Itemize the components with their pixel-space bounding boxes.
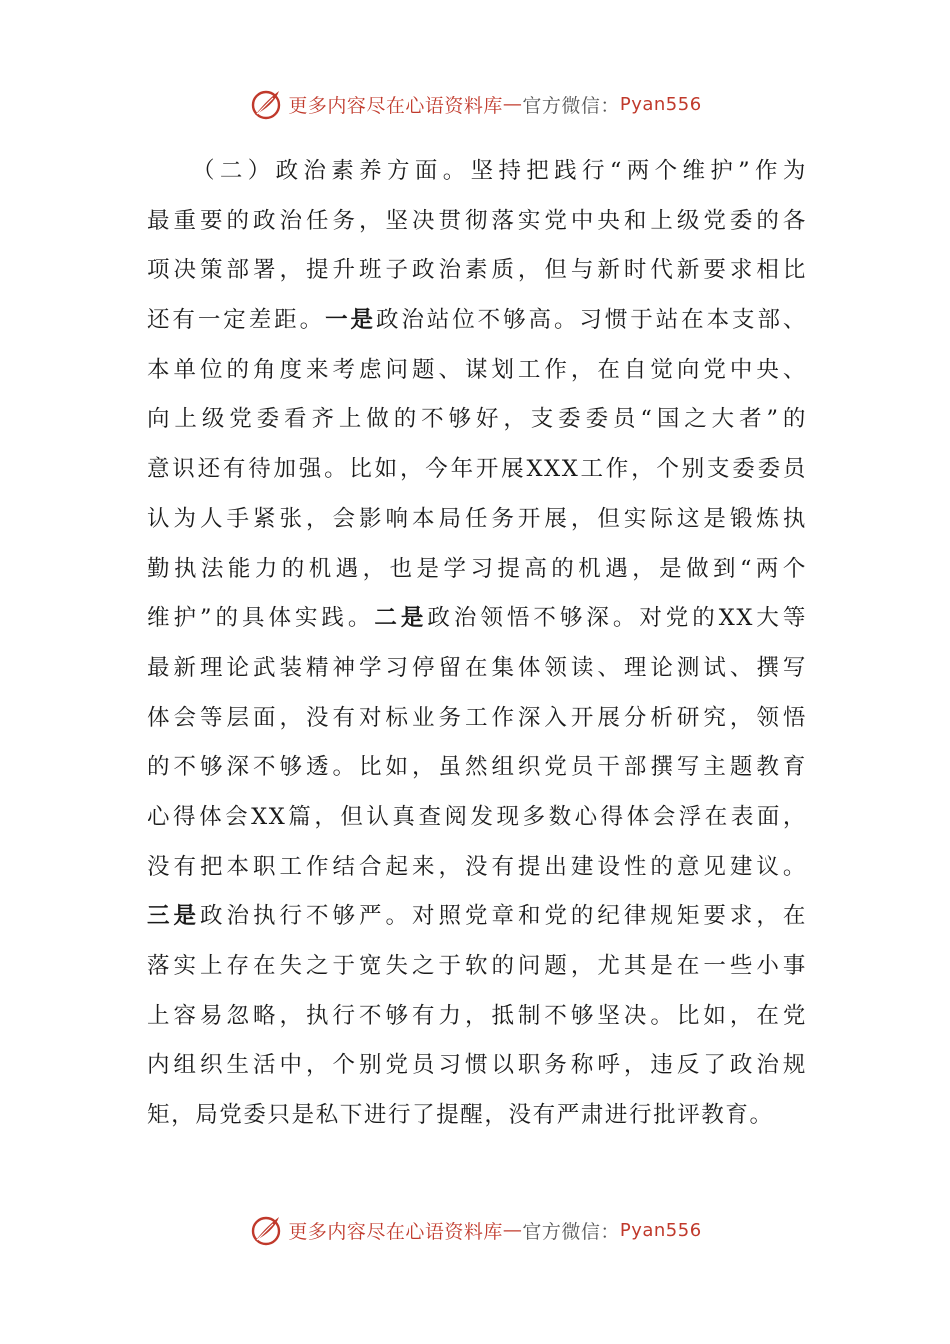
text-line [147,694,807,744]
text-run: 落实上存在失之于宽失之于软的问题，尤其是在一些小事 [147,953,807,979]
text-line [147,1091,807,1141]
document-body [147,147,807,1141]
text-line [147,445,807,495]
banner-brand-text: 更多内容尽在心语资料库 [288,94,503,117]
text-run: 意识还有待加强。比如，今年开展XXX工作，个别支委委员 [147,456,807,483]
text-run: 认为人手紧张，会影响本局任务开展，但实际这是锻炼执 [147,505,807,532]
text-run: 勤执法能力的机遇，也是学习提高的机遇，是做到“两个 [147,555,807,582]
quill-logo-icon [248,1212,284,1248]
text-line [147,1041,807,1091]
text-run: 最新理论武装精神学习停留在集体领读、理论测试、撰写 [147,654,807,681]
text-line [147,793,807,843]
text-run: 心得体会XX篇，但认真查阅发现多数心得体会浮在表面， [147,803,807,830]
text-line [147,197,807,247]
text-line [147,395,807,445]
text-run: 向上级党委看齐上做的不够好，支委委员“国之大者”的 [147,406,807,433]
text-run: 上容易忽略，执行不够有力，抵制不够坚决。比如，在党 [147,1002,807,1029]
text-line [147,843,807,893]
text-line [147,594,807,644]
text-line [147,992,807,1042]
banner-dash: — [502,93,523,115]
text-run: 维护”的具体实践。 [147,605,375,632]
banner-wechat-id: Pyan556 [619,1219,702,1241]
text-run: 最重要的政治任务，坚决贯彻落实党中央和上级党委的各 [147,207,807,234]
banner-official-label: 官方微信： [522,1220,620,1243]
banner-official-label: 官方微信： [522,94,620,117]
text-line [147,346,807,396]
footer-watermark-banner [0,1210,950,1250]
text-run: 矩，局党委只是私下进行了提醒，没有严肃进行批评教育。 [147,1102,774,1129]
banner-brand-text: 更多内容尽在心语资料库 [288,1220,503,1243]
text-line [147,892,807,942]
text-run: 内组织生活中，个别党员习惯以职务称呼，违反了政治规 [147,1052,807,1079]
bold-keyword: 一是 [325,307,376,334]
quill-logo-icon [248,86,284,122]
text-run: 项决策部署，提升班子政治素质，但与新时代新要求相比 [147,257,807,284]
bold-keyword: 二是 [374,605,428,632]
text-run: 政治站位不够高。习惯于站在本支部、 [375,307,808,334]
text-line [147,495,807,545]
text-run: 还有一定差距。 [147,307,326,334]
banner-wechat-id: Pyan556 [619,93,702,115]
text-line [147,147,807,197]
banner-dash: — [502,1219,523,1241]
text-line [147,644,807,694]
text-run: 政治领悟不够深。对党的XX大等 [427,605,808,632]
text-line [147,743,807,793]
text-line [147,545,807,595]
header-watermark-banner [0,84,950,124]
text-line [147,296,807,346]
text-run: 没有把本职工作结合起来，没有提出建设性的意见建议。 [147,853,807,880]
text-run: 的不够深不够透。比如，虽然组织党员干部撰写主题教育 [147,754,807,781]
text-line [147,942,807,992]
text-run: 体会等层面，没有对标业务工作深入开展分析研究，领悟 [147,704,807,731]
text-run: 政治执行不够严。对照党章和党的纪律规矩要求，在 [200,903,807,930]
bold-keyword: 三是 [147,903,200,930]
text-line [147,246,807,296]
text-run: 本单位的角度来考虑问题、谋划工作，在自觉向党中央、 [147,356,807,383]
text-run: （二）政治素养方面。坚持把践行“两个维护”作为 [192,158,807,184]
